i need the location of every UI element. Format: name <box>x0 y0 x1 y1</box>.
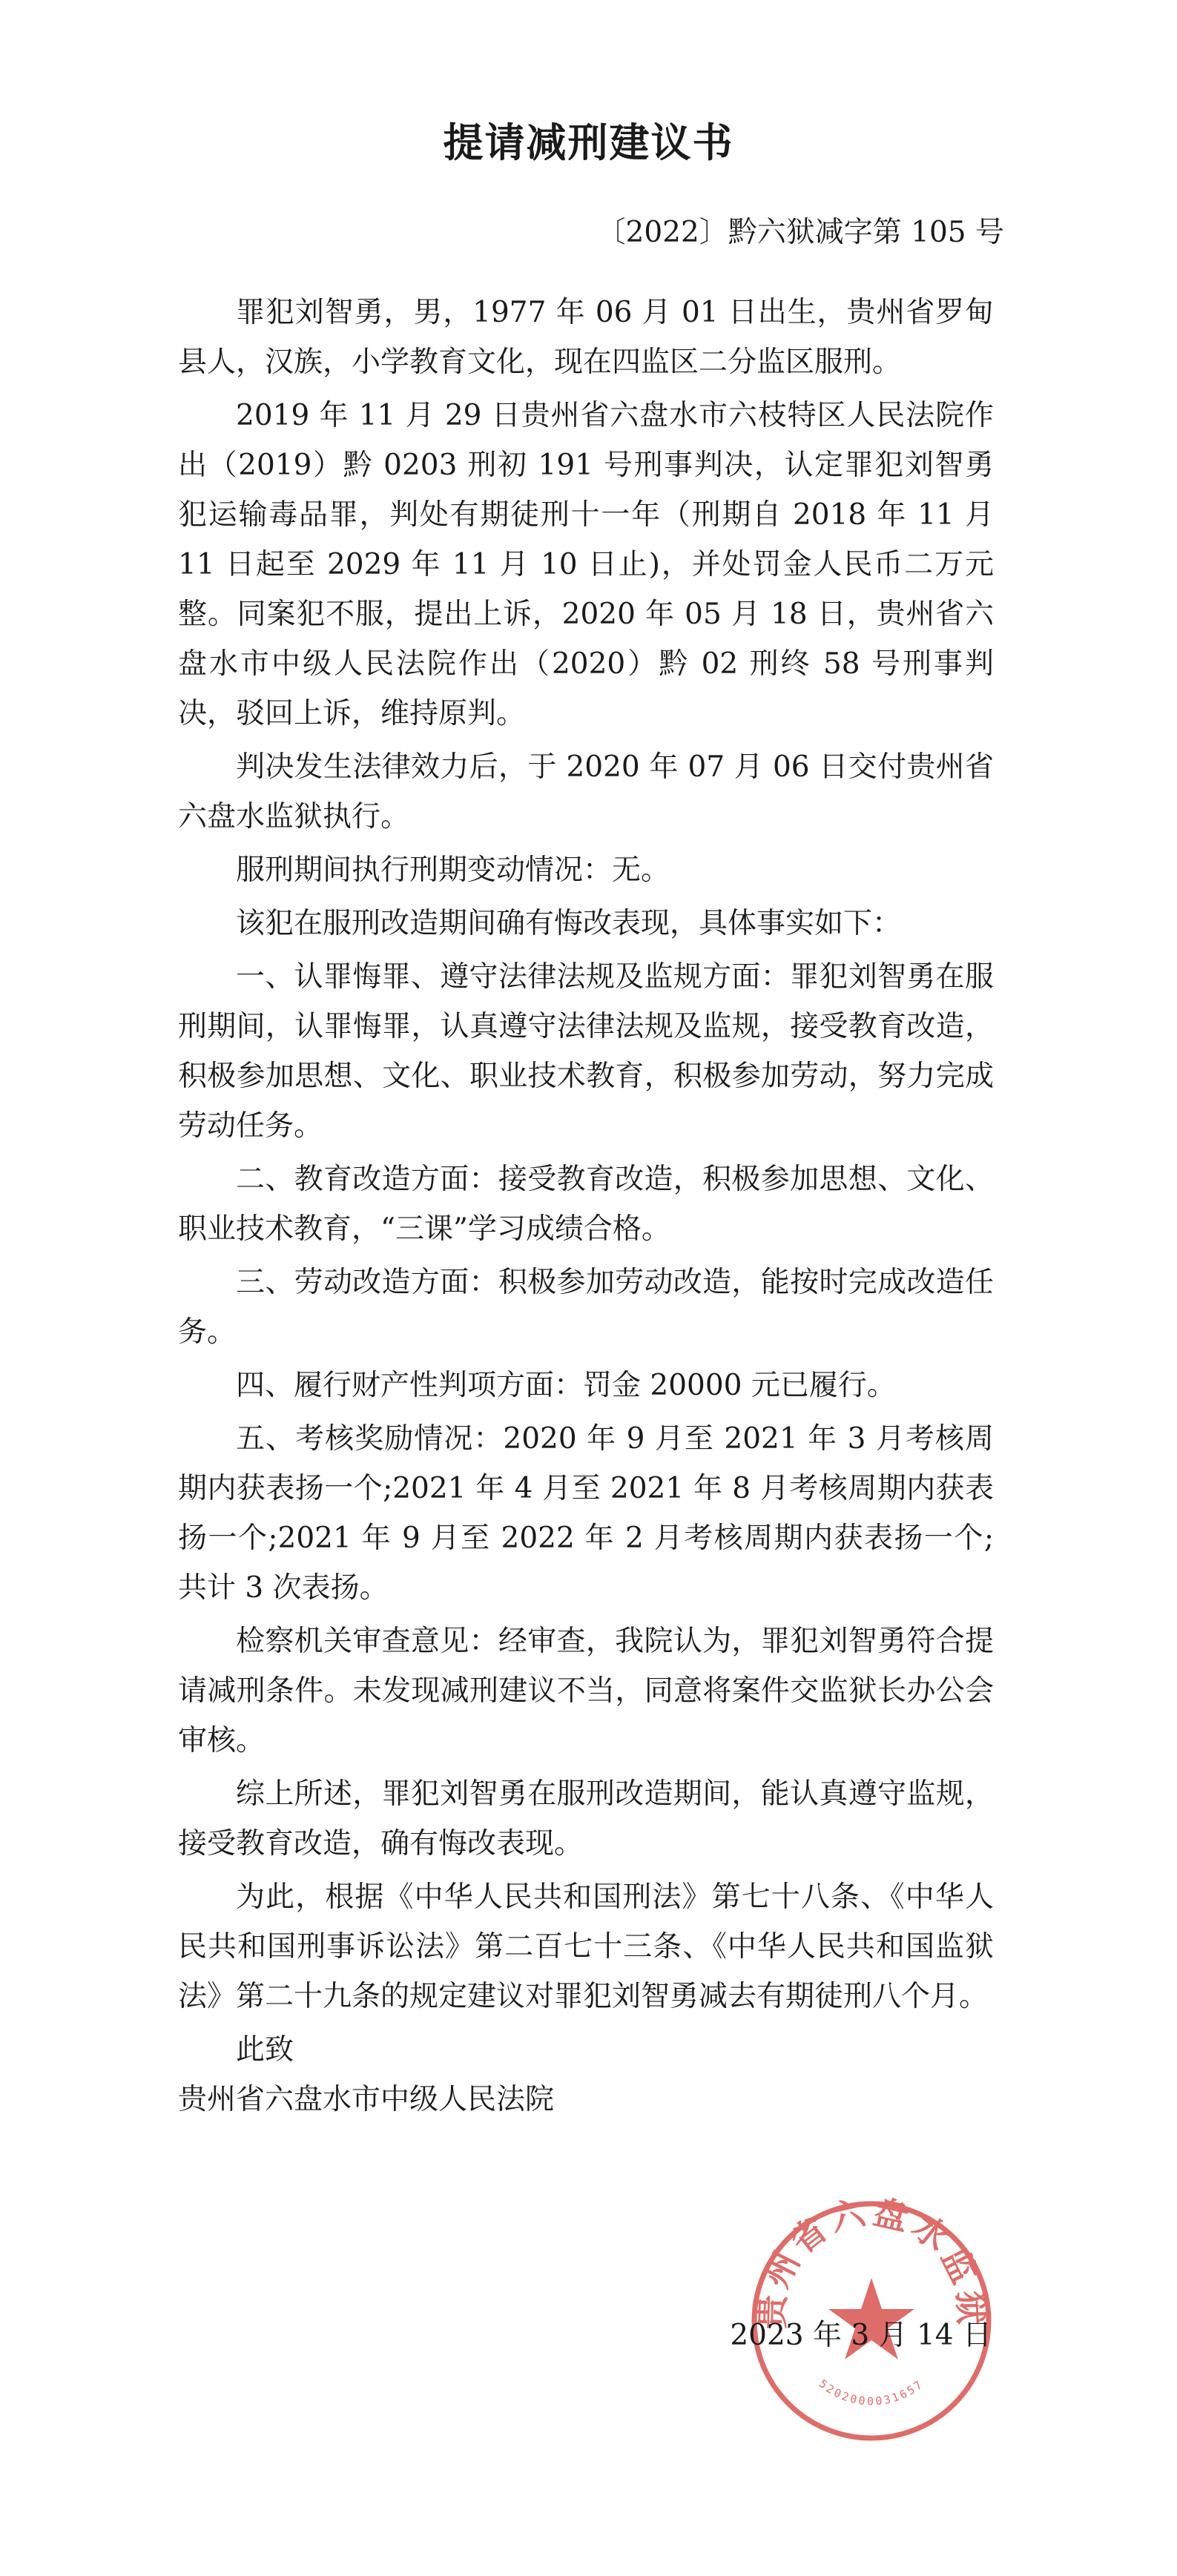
paragraph-rewards: 五、考核奖励情况：2020 年 9 月至 2021 年 3 月考核周期内获表扬一个;2021 年 4 月至 2021 年 8 月考核周期内获表扬一个;2021 年 9 月至 2022 年 2 月考核周期内获表扬一个;共计 3 次表扬。 <box>178 1422 994 1605</box>
closing-salutation: 此致 <box>236 2033 294 2067</box>
paragraph-prisoner-info: 罪犯刘智勇，男，1977 年 06 月 01 日出生，贵州省罗甸县人，汉族，小学教育文化，现在四监区二分监区服刑。 <box>178 296 994 379</box>
paragraph-education: 二、教育改造方面：接受教育改造，积极参加思想、文化、职业技术教育，“三课”学习成绩合格。 <box>178 1163 994 1246</box>
document-title: 提请减刑建议书 <box>443 119 734 166</box>
paragraph-sentence-change: 服刑期间执行刑期变动情况：无。 <box>236 853 670 887</box>
seal-code-path: 5202000031657 <box>816 2377 927 2408</box>
paragraph-execution: 判决发生法律效力后，于 2020 年 07 月 06 日交付贵州省六盘水监狱执行。 <box>178 750 994 833</box>
paragraph-repentance-intro: 该犯在服刑改造期间确有悔改表现，具体事实如下： <box>236 907 902 940</box>
paragraph-property: 四、履行财产性判项方面：罚金 20000 元已履行。 <box>236 1369 896 1402</box>
recipient-court: 贵州省六盘水市中级人民法院 <box>178 2083 555 2116</box>
paragraph-summary: 综上所述，罪犯刘智勇在服刑改造期间，能认真遵守监规，接受教育改造，确有悔改表现。 <box>178 1777 994 1860</box>
document-number: 〔2022〕黔六狱减字第 105 号 <box>596 216 1004 249</box>
paragraph-law-abiding: 一、认罪悔罪、遵守法律法规及监规方面：罪犯刘智勇在服刑期间，认罪悔罪，认真遵守法律法规及监规，接受教育改造，积极参加思想、文化、职业技术教育，积极参加劳动，努力完成劳动任务。 <box>178 960 994 1143</box>
paragraph-judgment: 2019 年 11 月 29 日贵州省六盘水市六枝特区人民法院作出（2019）黔 0203 刑初 191 号刑事判决，认定罪犯刘智勇犯运输毒品罪，判处有期徒刑十一年（刑期自 2018 年 11 月 11 日起至 2029 年 11 月 10 日止)，并处罚金人民币二万元整。同案犯不服，提出上诉，2020 年 05 月 18 日，贵州省六盘水市中级人民法院作出（2020）黔 02 刑终 58 号刑事判决，驳回上诉，维持原判。 <box>178 399 994 730</box>
document-body <box>178 288 994 2124</box>
seal-code-text <box>817 2377 926 2408</box>
seal-name-path: 贵州省六盘水监狱 <box>751 2195 992 2330</box>
paragraph-procuratorate: 检察机关审查意见：经审查，我院认为，罪犯刘智勇符合提请减刑条件。未发现减刑建议不当，同意将案件交监狱长办公会审核。 <box>178 1625 994 1757</box>
document-date: 2023 年 3 月 14 日 <box>730 2319 992 2352</box>
paragraph-labor: 三、劳动改造方面：积极参加劳动改造，能按时完成改造任务。 <box>178 1266 994 1349</box>
paragraph-recommendation: 为此，根据《中华人民共和国刑法》第七十八条、《中华人民共和国刑事诉讼法》第二百七十三条、《中华人民共和国监狱法》第二十九条的规定建议对罪犯刘智勇减去有期徒刑八个月。 <box>178 1880 994 2013</box>
